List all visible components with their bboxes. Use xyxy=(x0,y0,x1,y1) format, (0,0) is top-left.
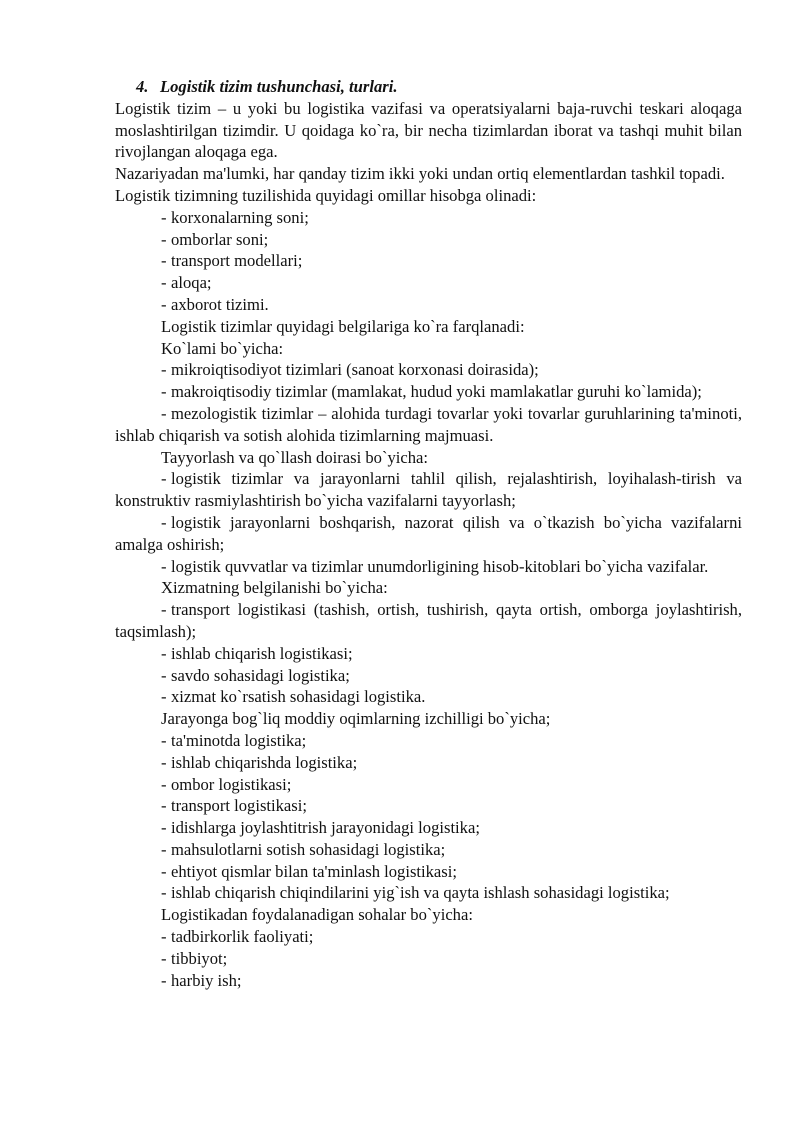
list-item: - mikroiqtisodiyot tizimlari (sanoat korxonasi doirasida); xyxy=(115,359,742,381)
list-item: - mahsulotlarni sotish sohasidagi logistika; xyxy=(115,839,742,861)
list-item: - aloqa; xyxy=(115,272,742,294)
list-item: - transport logistikasi; xyxy=(115,795,742,817)
list-item: - ehtiyot qismlar bilan ta'minlash logistikasi; xyxy=(115,861,742,883)
subheading-preparation: Tayyorlash va qo`llash doirasi bo`yicha: xyxy=(161,447,429,467)
paragraph-definition: Logistik tizim – u yoki bu logistika vazifasi va operatsiyalarni baja-ruvchi teskari aloqaga moslashtirilgan tizimdir. U qoidaga ko`ra, bir necha tizimlardan iborat va tashqi muhit bilan rivojlangan aloqaga ega. xyxy=(115,98,742,162)
section-number: 4. xyxy=(136,77,149,96)
list-item: - tadbirkorlik faoliyati; xyxy=(115,926,742,948)
list-item: - logistik tizimlar va jarayonlarni tahlil qilish, rejalashtirish, loyihalash-tirish va konstruktiv rasmiylashtirish bo`yicha vazifalarni tayyorlash; xyxy=(115,468,742,512)
list-item: - harbiy ish; xyxy=(115,970,742,992)
section-title: Logistik tizim tushunchasi, turlari. xyxy=(160,77,398,96)
list-item: - ishlab chiqarish chiqindilarini yig`ish va qayta ishlash sohasidagi logistika; xyxy=(115,882,742,904)
list-item: - transport logistikasi (tashish, ortish, tushirish, qayta ortish, omborga joylashtirish, taqsimlash); xyxy=(115,599,742,643)
list-item: - transport modellari; xyxy=(115,250,742,272)
list-item: - ombor logistikasi; xyxy=(115,774,742,796)
paragraph-elements: Nazariyadan ma'lumki, har qanday tizim ikki yoki undan ortiq elementlardan tashkil topadi. xyxy=(115,164,725,184)
list-item: - omborlar soni; xyxy=(115,229,742,251)
list-item: - xizmat ko`rsatish sohasidagi logistika. xyxy=(115,686,742,708)
list-flow xyxy=(115,730,742,904)
list-item: - korxonalarning soni; xyxy=(115,207,742,229)
list-factors xyxy=(115,207,742,316)
paragraph-factors-intro: Logistik tizimning tuzilishida quyidagi omillar hisobga olinadi: xyxy=(115,185,537,205)
list-item: - makroiqtisodiy tizimlar (mamlakat, hudud yoki mamlakatlar guruhi ko`lamida); xyxy=(115,381,742,403)
list-service xyxy=(115,599,742,708)
document-page xyxy=(115,76,742,991)
subheading-flow: Jarayonga bog`liq moddiy oqimlarning izchilligi bo`yicha; xyxy=(161,709,551,729)
list-item: - idishlarga joylashtitrish jarayonidagi logistika; xyxy=(115,817,742,839)
list-usage xyxy=(115,926,742,991)
list-item: - logistik jarayonlarni boshqarish, nazorat qilish va o`tkazish bo`yicha vazifalarni amalga oshirish; xyxy=(115,512,742,556)
list-item: - savdo sohasidagi logistika; xyxy=(115,665,742,687)
list-item: - tibbiyot; xyxy=(115,948,742,970)
list-scale xyxy=(115,359,742,446)
subheading-service: Xizmatning belgilanishi bo`yicha: xyxy=(161,578,388,598)
list-preparation xyxy=(115,468,742,577)
subheading-usage: Logistikadan foydalanadigan sohalar bo`yicha: xyxy=(161,905,473,925)
list-item: - ishlab chiqarishda logistika; xyxy=(115,752,742,774)
list-item: - ta'minotda logistika; xyxy=(115,730,742,752)
subheading-scale: Ko`lami bo`yicha: xyxy=(161,338,284,358)
list-item: - ishlab chiqarish logistikasi; xyxy=(115,643,742,665)
paragraph-features-intro: Logistik tizimlar quyidagi belgilariga ko`ra farqlanadi: xyxy=(161,316,525,336)
list-item: - logistik quvvatlar va tizimlar unumdorligining hisob-kitoblari bo`yicha vazifalar. xyxy=(115,556,742,578)
section-heading xyxy=(115,76,742,98)
list-item: - axborot tizimi. xyxy=(115,294,742,316)
list-item: - mezologistik tizimlar – alohida turdagi tovarlar yoki tovarlar guruhlarining ta'minoti, ishlab chiqarish va sotish alohida tizimlarning majmuasi. xyxy=(115,403,742,447)
